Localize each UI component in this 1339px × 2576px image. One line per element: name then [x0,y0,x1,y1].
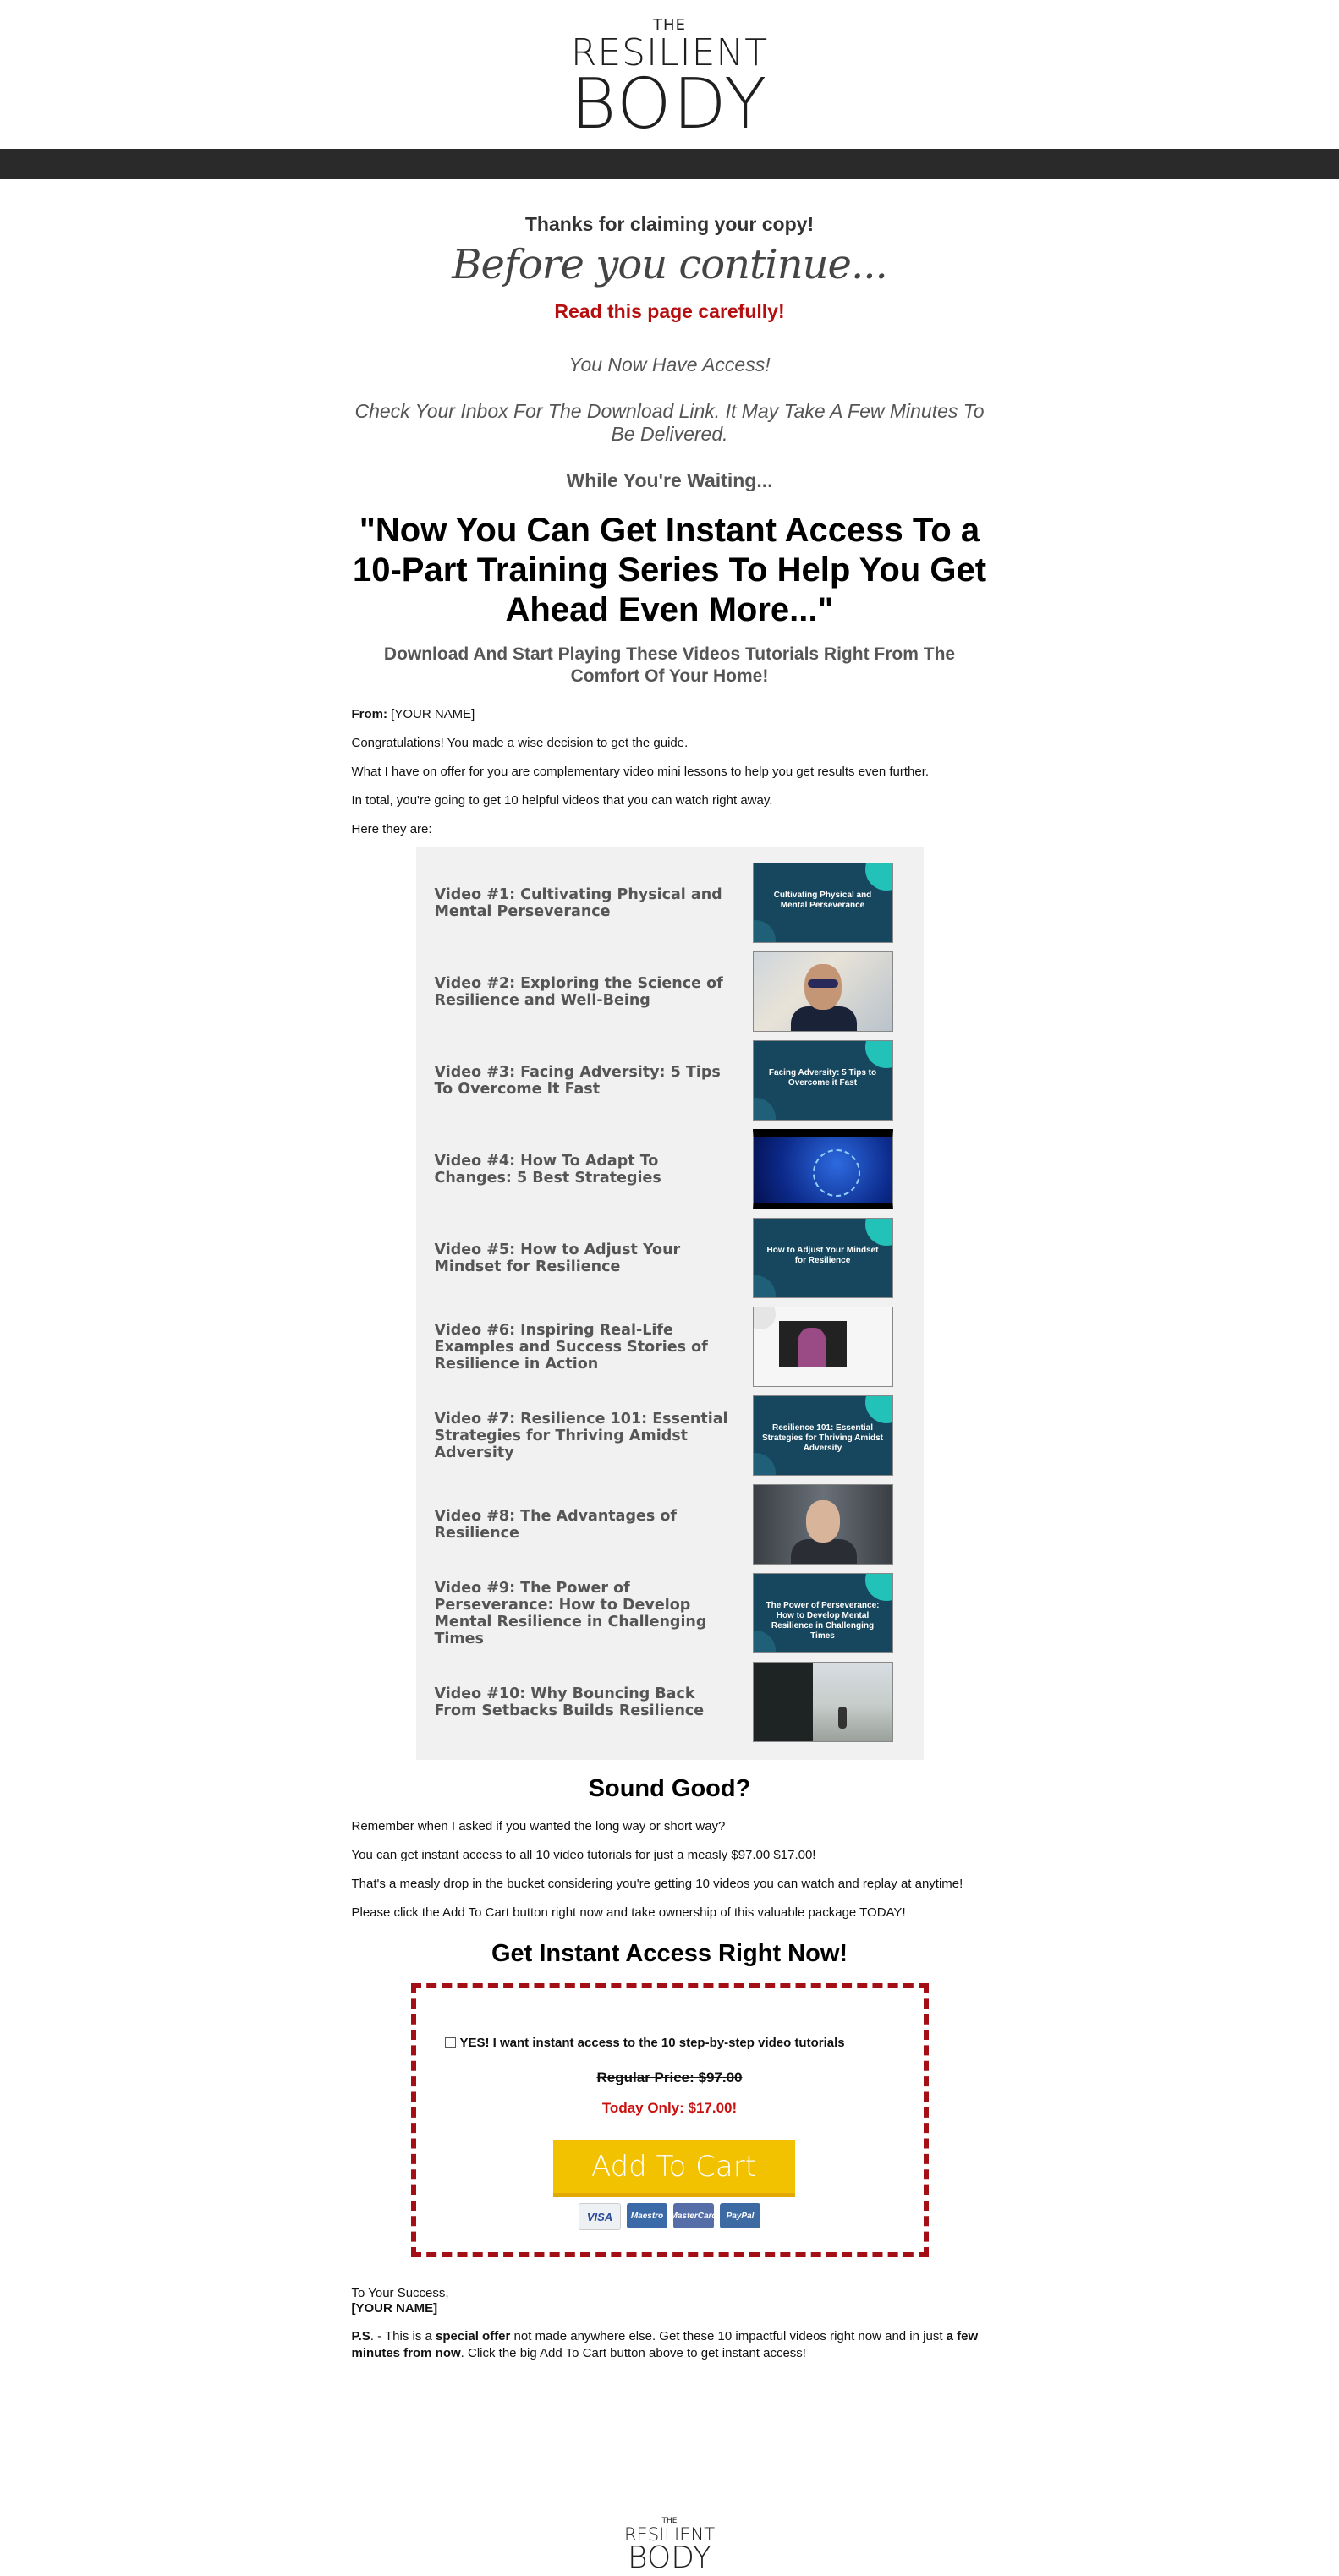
old-price: $97.00 [731,1848,771,1862]
from-name: [YOUR NAME] [391,707,475,721]
add-to-cart-button[interactable]: Add To Cart [553,2140,795,2197]
ps-c: . Click the big Add To Cart button above to get instant access! [460,2346,806,2360]
video-item [416,947,924,1036]
video-item [416,1658,924,1746]
footer-logo [0,2517,1339,2573]
waiting-text: While You're Waiting... [566,469,773,491]
sound-p4: Please click the Add To Cart button right now and take ownership of this valuable package TODAY! [351,1905,906,1920]
header [0,0,1339,149]
ps-few: a few minutes from now [351,2329,979,2360]
ps-text [352,2328,988,2362]
video-thumbnail [753,1395,893,1476]
from-label: From: [351,707,387,721]
offer-checkbox[interactable] [445,2036,845,2050]
new-price: $17.00! [770,1848,816,1862]
video-title: Video #1: Cultivating Physical and Mental Perseverance [434,885,722,920]
video-thumbnail [753,1040,893,1121]
from-line [352,706,988,723]
sub-headline: Download And Start Playing These Videos Tutorials Right From The Comfort Of Your Home! [383,644,956,686]
video-thumbnail [753,1484,893,1565]
read-carefully: Read this page carefully! [554,300,785,322]
ps-label: P.S [351,2329,370,2343]
letter-p4: Here they are: [351,822,432,836]
footer-logo-the: THE [661,2517,678,2525]
video-thumbnail [753,1573,893,1653]
regular-price: Regular Price: $97.00 [596,2069,743,2085]
paypal-icon: PayPal [720,2203,760,2228]
maestro-icon: Maestro [627,2203,667,2228]
video-item [416,1480,924,1569]
sound-p1: Remember when I asked if you wanted the long way or short way? [351,1819,726,1833]
signoff-name: [YOUR NAME] [351,2301,438,2316]
thumbnail-text: Facing Adversity: 5 Tips to Overcome it Fast [768,1068,877,1088]
checkbox-label: YES! I want instant access to the 10 step-by-step video tutorials [459,2036,845,2050]
checkbox-input[interactable] [445,2037,456,2048]
video-title: Video #3: Facing Adversity: 5 Tips To Overcome It Fast [434,1063,721,1098]
video-item [416,1125,924,1214]
thumbnail-text: Cultivating Physical and Mental Perseverance [773,891,872,910]
inbox-text: Check Your Inbox For The Download Link. It May Take A Few Minutes To Be Delivered. [354,400,985,445]
video-item [416,1391,924,1480]
thumbnail-text: Resilience 101: Essential Strategies for Thriving Amidst Adversity [762,1423,883,1453]
video-title: Video #8: The Advantages of Resilience [434,1507,677,1542]
main-headline: "Now You Can Get Instant Access To a 10-Part Training Series To Help You Get Ahead Even More..." [352,512,987,628]
video-thumbnail [753,1218,893,1298]
signoff-line: To Your Success, [351,2286,449,2300]
video-item [416,1214,924,1302]
access-text: You Now Have Access! [568,354,771,375]
sound-good-heading: Sound Good? [588,1775,751,1802]
thanks-heading: Thanks for claiming your copy! [524,213,815,235]
video-list [416,847,924,1760]
footer-logo-body: BODY [627,2540,712,2575]
logo [0,16,1339,145]
header-bar [0,149,1339,179]
video-item [416,858,924,947]
signoff [352,2286,988,2362]
video-item [416,1569,924,1658]
letter-p3: In total, you're going to get 10 helpful videos that you can watch right away. [351,793,773,808]
ps-b: not made anywhere else. Get these 10 impactful videos right now and in just [510,2329,947,2343]
price-line-text: You can get instant access to all 10 video tutorials for just a measly [351,1848,732,1862]
video-title: Video #2: Exploring the Science of Resilience and Well-Being [434,974,723,1009]
video-title: Video #4: How To Adapt To Changes: 5 Best Strategies [434,1152,661,1187]
video-thumbnail [753,1662,893,1742]
video-title: Video #5: How to Adjust Your Mindset for Resilience [434,1241,681,1275]
ps-special: special offer [436,2329,511,2343]
order-box [411,1983,929,2257]
today-price: Today Only: $17.00! [601,2100,738,2116]
visa-icon: VISA [579,2203,621,2230]
footer-logo-resilient: RESILIENT [623,2524,716,2545]
video-thumbnail [753,951,893,1032]
content [352,213,988,838]
before-heading: Before you continue... [452,241,887,288]
thumbnail-text: The Power of Perseverance: How to Develop Mental Resilience in Challenging Times [766,1601,880,1641]
signature [352,2286,988,2316]
sales-content [352,1775,988,1968]
video-thumbnail [753,1129,893,1209]
sound-p3: That's a measly drop in the bucket considering you're getting 10 videos you can watch and replay at anytime! [351,1877,963,1891]
mastercard-icon: MasterCard [673,2203,714,2228]
video-title: Video #9: The Power of Perseverance: How to Develop Mental Resilience in Challenging Times [434,1579,707,1647]
thumbnail-text: How to Adjust Your Mindset for Resilience [766,1246,879,1265]
video-item [416,1302,924,1391]
video-title: Video #7: Resilience 101: Essential Strategies for Thriving Amidst Adversity [434,1410,728,1461]
payment-cards [416,2203,924,2230]
ps-a: . - This is a [370,2329,436,2343]
video-thumbnail [753,1307,893,1387]
get-access-heading: Get Instant Access Right Now! [491,1940,848,1967]
logo-resilient: RESILIENT [570,31,769,74]
video-title: Video #10: Why Bouncing Back From Setbacks Builds Resilience [434,1685,705,1719]
letter-p1: Congratulations! You made a wise decision to get the guide. [351,736,689,750]
letter-p2: What I have on offer for you are complementary video mini lessons to help you get results even further. [351,765,930,779]
logo-body: BODY [570,64,769,145]
video-item [416,1036,924,1125]
price-line [352,1847,988,1864]
video-title: Video #6: Inspiring Real-Life Examples and Success Stories of Resilience in Action [434,1321,708,1373]
video-thumbnail [753,863,893,943]
logo-the: THE [653,16,686,34]
